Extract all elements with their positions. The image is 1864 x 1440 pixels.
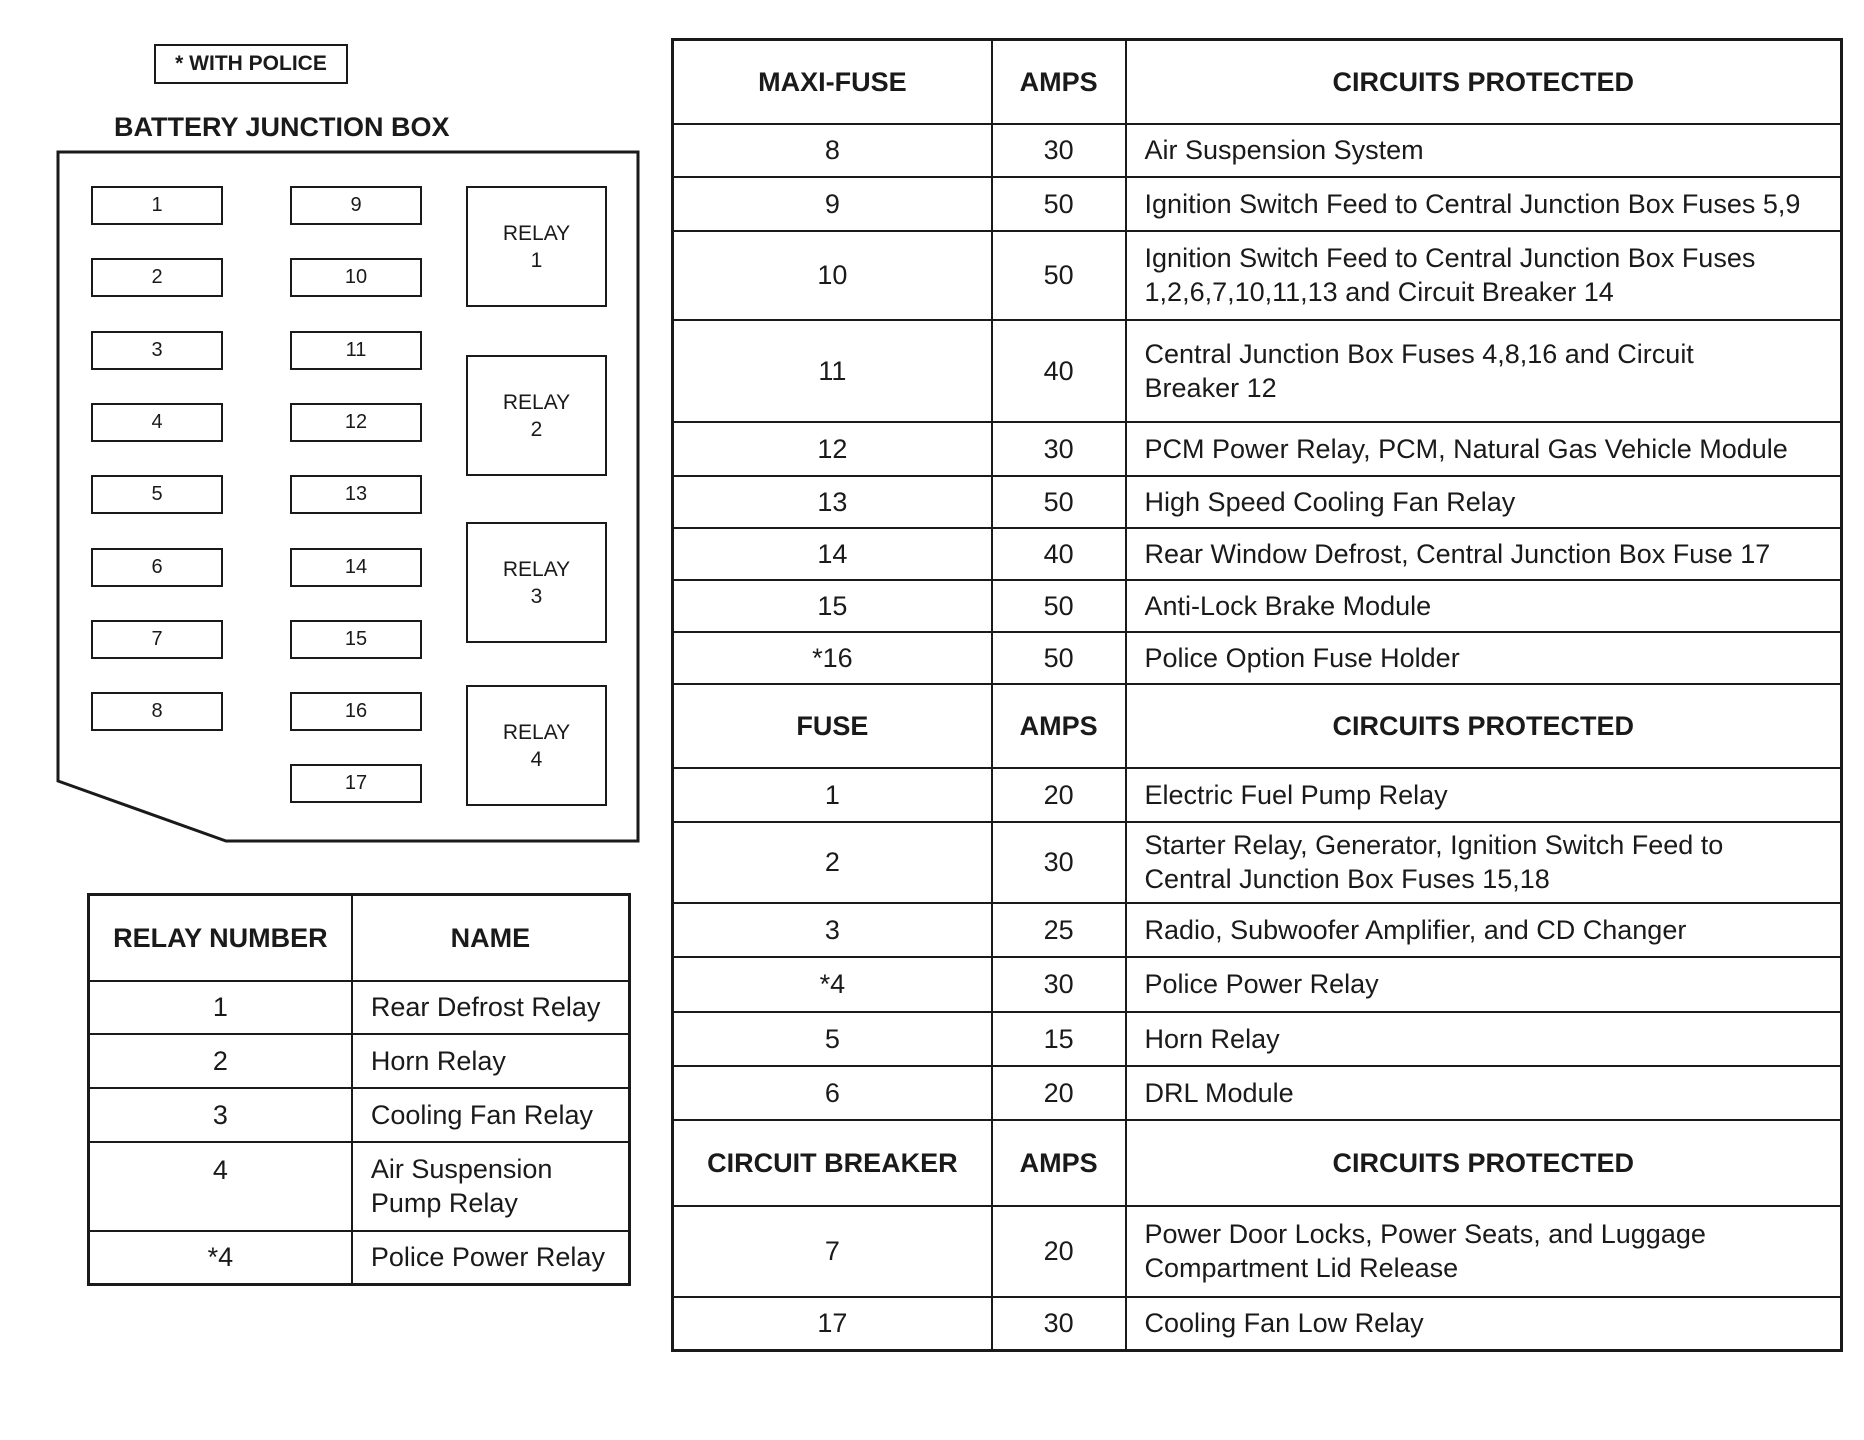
fuse-table-row: [673, 768, 1842, 822]
relay-table-row: [89, 1088, 630, 1142]
circuits-protected-header: CIRCUITS PROTECTED: [1126, 1120, 1842, 1206]
fuse-table-row: [673, 957, 1842, 1012]
section-type-header: FUSE: [673, 684, 992, 768]
fuse-id: 14: [673, 528, 992, 580]
fuse-amps: 30: [992, 422, 1126, 476]
police-legend: * WITH POLICE: [154, 44, 348, 84]
relay-name: Cooling Fan Relay: [352, 1088, 630, 1142]
fuse-amps: 20: [992, 768, 1126, 822]
relay-slot-label: RELAY: [502, 221, 571, 245]
relay-name-header: NAME: [352, 895, 630, 981]
fuse-amps: 30: [992, 1297, 1126, 1351]
fuse-id: 2: [673, 822, 992, 903]
relay-slot-4: [466, 685, 607, 806]
relay-slot-1: [466, 186, 607, 307]
relay-name: Horn Relay: [352, 1034, 630, 1088]
amps-header: AMPS: [992, 40, 1126, 124]
relay-number: 3: [89, 1088, 352, 1142]
fuse-slot-4: 4: [91, 403, 223, 442]
circuit-protected: Power Door Locks, Power Seats, and Luggage Compartment Lid Release: [1126, 1206, 1842, 1297]
battery-junction-box-title: BATTERY JUNCTION BOX: [114, 112, 450, 142]
fuse-amps: 20: [992, 1066, 1126, 1120]
relay-slot-2: [466, 355, 607, 476]
fuse-id: 8: [673, 124, 992, 177]
circuit-protected: Cooling Fan Low Relay: [1126, 1297, 1842, 1351]
fuse-id: 15: [673, 580, 992, 632]
relay-name: Police Power Relay: [352, 1231, 630, 1285]
fuse-slot-5: 5: [91, 475, 223, 514]
section-type-header: CIRCUIT BREAKER: [673, 1120, 992, 1206]
fuse-slot-14: 14: [290, 548, 422, 587]
fuse-table-section-header: [673, 1120, 1842, 1206]
fuse-id: 9: [673, 177, 992, 231]
fuse-slot-6: 6: [91, 548, 223, 587]
fuse-slot-1: 1: [91, 186, 223, 225]
fuse-table-row: [673, 124, 1842, 177]
fuse-slot-2: 2: [91, 258, 223, 297]
circuit-protected: Anti-Lock Brake Module: [1126, 580, 1842, 632]
fuse-id: 7: [673, 1206, 992, 1297]
fuse-slot-13: 13: [290, 475, 422, 514]
fuse-slot-15: 15: [290, 620, 422, 659]
circuit-protected: Police Power Relay: [1126, 957, 1842, 1012]
circuit-protected: Radio, Subwoofer Amplifier, and CD Changer: [1126, 903, 1842, 957]
relay-slot-number: 2: [530, 417, 543, 441]
relay-name: Rear Defrost Relay: [352, 981, 630, 1034]
relay-name: Air Suspension Pump Relay: [352, 1142, 630, 1231]
fuse-amps: 50: [992, 580, 1126, 632]
fuse-table-row: [673, 231, 1842, 320]
relay-table-row: [89, 1142, 630, 1231]
fuse-id: 13: [673, 476, 992, 528]
circuit-protected: Central Junction Box Fuses 4,8,16 and Circuit Breaker 12: [1126, 320, 1842, 422]
relay-slot-number: 1: [530, 248, 543, 272]
fuse-id: 17: [673, 1297, 992, 1351]
circuit-protected: Electric Fuel Pump Relay: [1126, 768, 1842, 822]
fuse-amps: 30: [992, 124, 1126, 177]
circuit-protected: DRL Module: [1126, 1066, 1842, 1120]
fuse-table-row: [673, 632, 1842, 684]
fuse-amps: 25: [992, 903, 1126, 957]
fuse-amps: 40: [992, 528, 1126, 580]
fuse-slot-3: 3: [91, 331, 223, 370]
fuse-id: *16: [673, 632, 992, 684]
fuse-table-section-header: [673, 40, 1842, 124]
relay-slot-label: RELAY: [502, 390, 571, 414]
fuse-slot-7: 7: [91, 620, 223, 659]
fuse-table-row: [673, 822, 1842, 903]
relay-table-row: [89, 981, 630, 1034]
fuse-slot-11: 11: [290, 331, 422, 370]
amps-header: AMPS: [992, 1120, 1126, 1206]
relay-number: *4: [89, 1231, 352, 1285]
fuse-table-row: [673, 320, 1842, 422]
circuit-protected: Air Suspension System: [1126, 124, 1842, 177]
section-type-header: MAXI-FUSE: [673, 40, 992, 124]
fuse-amps: 40: [992, 320, 1126, 422]
relay-slot-number: 3: [530, 584, 543, 608]
fuse-amps: 50: [992, 231, 1126, 320]
fuse-amps: 30: [992, 822, 1126, 903]
fuse-table-row: [673, 580, 1842, 632]
relay-slot-number: 4: [530, 747, 543, 771]
circuit-protected: Starter Relay, Generator, Ignition Switch Feed to Central Junction Box Fuses 15,18: [1126, 822, 1842, 903]
circuits-protected-header: CIRCUITS PROTECTED: [1126, 40, 1842, 124]
fuse-table-row: [673, 1297, 1842, 1351]
fuse-id: 12: [673, 422, 992, 476]
fuse-table-row: [673, 1066, 1842, 1120]
circuit-protected: Horn Relay: [1126, 1012, 1842, 1066]
relay-table: [87, 893, 631, 1286]
circuit-protected: PCM Power Relay, PCM, Natural Gas Vehicle Module: [1126, 422, 1842, 476]
relay-slot-label: RELAY: [502, 557, 571, 581]
fuse-slot-12: 12: [290, 403, 422, 442]
fuse-amps: 15: [992, 1012, 1126, 1066]
relay-number: 2: [89, 1034, 352, 1088]
fuse-table: [671, 38, 1843, 1352]
fuse-amps: 50: [992, 632, 1126, 684]
fuse-table-row: [673, 177, 1842, 231]
relay-table-row: [89, 1231, 630, 1285]
fuse-id: 6: [673, 1066, 992, 1120]
fuse-amps: 30: [992, 957, 1126, 1012]
fuse-slot-17: 17: [290, 764, 422, 803]
fuse-table-row: [673, 1012, 1842, 1066]
fuse-amps: 50: [992, 177, 1126, 231]
fuse-table-section-header: [673, 684, 1842, 768]
fuse-id: 11: [673, 320, 992, 422]
relay-table-row: [89, 1034, 630, 1088]
fuse-table-row: [673, 476, 1842, 528]
fuse-slot-16: 16: [290, 692, 422, 731]
fuse-id: 5: [673, 1012, 992, 1066]
fuse-table-row: [673, 422, 1842, 476]
fuse-id: 3: [673, 903, 992, 957]
circuit-protected: Ignition Switch Feed to Central Junction Box Fuses 1,2,6,7,10,11,13 and Circuit Breaker 14: [1126, 231, 1842, 320]
fuse-id: 1: [673, 768, 992, 822]
relay-number: 4: [89, 1142, 352, 1231]
fuse-table-row: [673, 528, 1842, 580]
relay-slot-3: [466, 522, 607, 643]
relay-number: 1: [89, 981, 352, 1034]
fuse-slot-8: 8: [91, 692, 223, 731]
relay-table-header: [89, 895, 630, 981]
fuse-id: *4: [673, 957, 992, 1012]
fuse-table-row: [673, 903, 1842, 957]
fuse-amps: 20: [992, 1206, 1126, 1297]
circuit-protected: Rear Window Defrost, Central Junction Box Fuse 17: [1126, 528, 1842, 580]
relay-slot-label: RELAY: [502, 720, 571, 744]
fuse-slot-9: 9: [290, 186, 422, 225]
circuit-protected: Ignition Switch Feed to Central Junction Box Fuses 5,9: [1126, 177, 1842, 231]
relay-number-header: RELAY NUMBER: [89, 895, 352, 981]
fuse-id: 10: [673, 231, 992, 320]
circuit-protected: Police Option Fuse Holder: [1126, 632, 1842, 684]
circuits-protected-header: CIRCUITS PROTECTED: [1126, 684, 1842, 768]
circuit-protected: High Speed Cooling Fan Relay: [1126, 476, 1842, 528]
fuse-amps: 50: [992, 476, 1126, 528]
amps-header: AMPS: [992, 684, 1126, 768]
fuse-slot-10: 10: [290, 258, 422, 297]
fuse-table-row: [673, 1206, 1842, 1297]
